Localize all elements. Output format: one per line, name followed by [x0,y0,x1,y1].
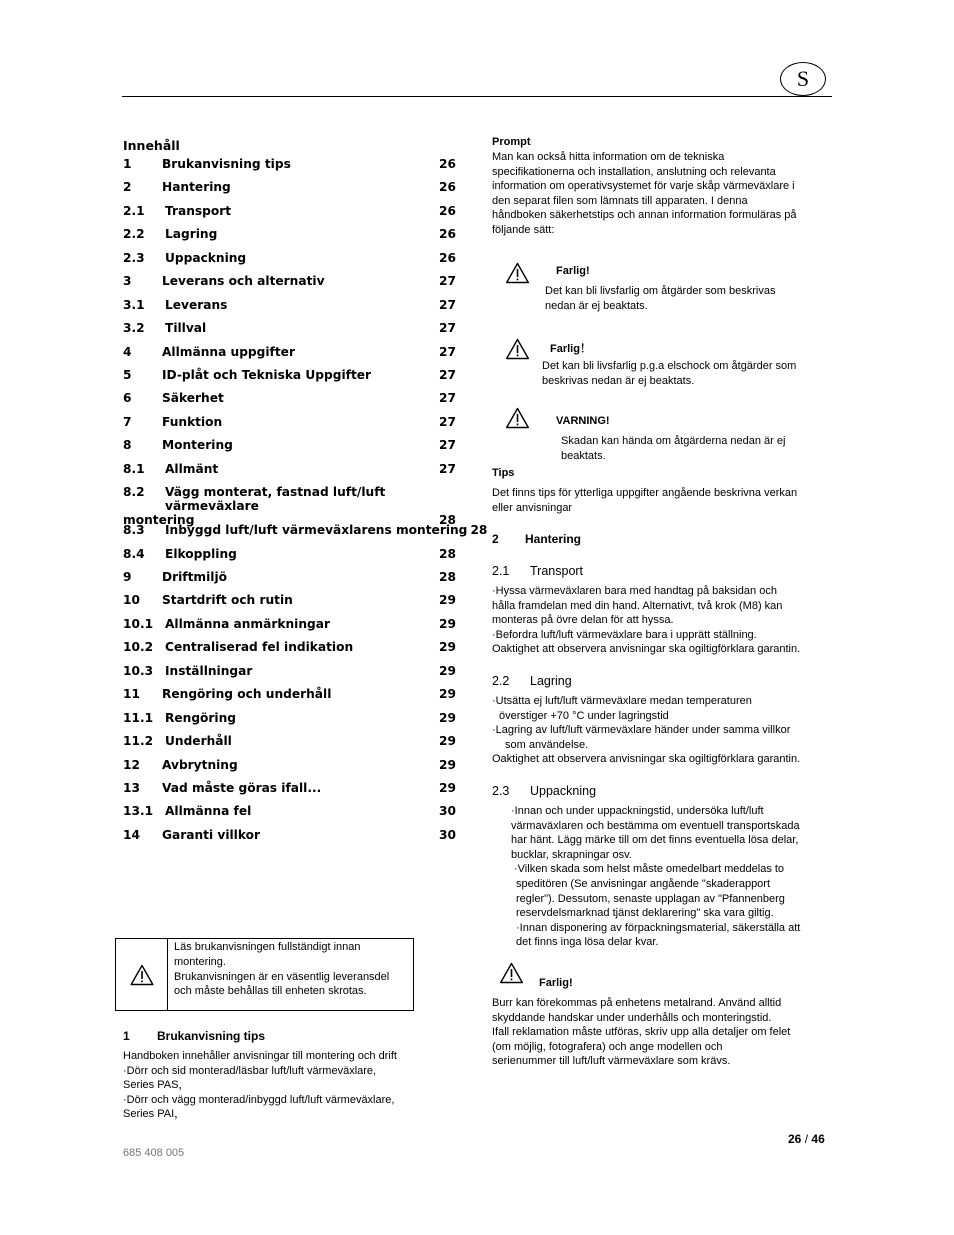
toc-number: 3.1 [123,297,145,312]
body-line: ·Befordra luft/luft värmeväxlare bara i upprätt ställning. [492,628,757,641]
toc-number: 3 [123,274,132,289]
toc-page: 27 [439,438,456,453]
toc-label: ID-plåt och Tekniska Uppgifter [162,367,372,382]
notice-icon-cell [116,939,168,1010]
toc-number: 13 [123,780,140,795]
body-line: serienummer till luft/luft värmeväxlare som krävs. [492,1055,731,1068]
toc-page: 26 [439,203,456,218]
toc-number: 2.3 [123,250,145,265]
body-line: beskrivas nedan är ej beaktats. [542,374,695,387]
toc-title: Innehåll [123,138,180,153]
body-line: information om operativsystemet för varje skåp värmeväxlare i [492,180,795,193]
toc-label: Inställningar [165,663,253,678]
toc-label: Funktion [162,414,223,429]
toc-label: Startdrift och rutin [162,593,293,608]
toc-page: 30 [439,804,456,819]
toc-label: Allmänna uppgifter [162,344,295,359]
toc-label: Leverans och alternativ [162,274,325,289]
toc-label: Allmänna anmärkningar [165,616,330,631]
toc-page: 29 [439,710,456,725]
body-line: Skadan kan hända om åtgärderna nedan är ej [561,435,786,447]
toc-label: Tillval [165,321,207,336]
body-line: ·Innan och under uppackningstid, undersöka luft/luft [511,805,764,817]
section-number: 2 [492,532,499,546]
body-line: det finns inga lösa delar kvar. [516,936,659,949]
section-number: 2.2 [492,674,510,688]
toc-label: Brukanvisning tips [162,157,291,171]
body-line: bucklar, skrapningar osv. [511,848,632,861]
notice-box [115,938,414,1011]
body-line: har hänt. Lägg märke till om det finns eventuella lösa delar, [511,834,799,847]
body-line: ·Lagring av luft/luft värmeväxlare händer under samma villkor [492,724,791,737]
section-number: 2.1 [492,564,510,578]
toc-number: 13.1 [123,804,154,819]
toc-number: 10.3 [123,663,154,678]
section-2-1-body [492,584,800,657]
section-2-3-heading [492,784,596,798]
body-line: som användelse. [505,738,589,751]
toc-page: 27 [439,274,456,289]
warning-title: Farlig! [539,977,573,989]
section-2-3-body [511,804,800,950]
toc-number: 11.1 [123,710,154,725]
warning-triangle-icon [499,962,524,984]
section-number: 2.3 [492,784,510,798]
body-line: ·Dörr och vägg monterad/inbyggd luft/luft värmeväxlare, [123,1093,395,1106]
toc-label-cont: montering [123,513,195,528]
body-line: den separat filen som lämnats till apparaten. I denna [492,194,748,207]
body-line: eller anvisningar [492,501,573,514]
toc-label: Leverans [165,297,228,312]
section-2-heading [492,532,581,546]
toc-label: Lagring [165,227,218,242]
section-title: Transport [530,564,584,578]
toc-number: 8.1 [123,461,145,476]
toc-row [123,345,456,368]
section-2-1-heading [492,564,583,578]
toc-number: 8 [123,438,132,453]
section-1-body [123,1049,397,1122]
body-line: ·Vilken skada som helst måste omedelbart meddelas to [514,863,785,876]
body-line: hålla framdelan med din hand. Alternativt, två krok (M8) kan [492,599,783,612]
toc-page: 27 [439,321,456,336]
body-line: ·Hyssa värmeväxlaren bara med handtag på baksidan och [492,585,777,597]
body-line: ·Utsätta ej luft/luft värmeväxlare medan temperaturen [492,695,752,707]
warning-title: Farlig！ [550,343,591,355]
toc-row [123,734,456,757]
toc-row [123,415,456,438]
warning-title: Farlig! [556,265,590,277]
toc-label: Allmänna fel [165,804,252,819]
toc-number: 11.2 [123,734,154,749]
toc-number: 8.4 [123,546,145,561]
body-line: monteras på övre delan för att hyssa. [492,614,674,627]
warning-triangle-icon [505,407,530,429]
warning-triangle-icon [505,262,530,284]
toc-label: Hantering [162,180,231,195]
body-line: följande sätt: [492,223,555,236]
toc-number: 2.1 [123,203,145,218]
toc-page: 28 [470,523,488,538]
body-line: Series PAS， [123,1079,190,1092]
toc-number: 2.2 [123,227,145,242]
toc-page: 29 [439,663,456,678]
body-line: Det finns tips för ytterliga uppgifter angående beskrivna verkan [492,487,798,499]
body-line: värmaväxlaren och bestämma om eventuell transportskada [511,819,800,832]
body-line: ·Dörr och sid monterad/läsbar luft/luft värmeväxlare, [123,1064,377,1077]
section-title: Brukanvisning tips [157,1029,266,1043]
toc-label: Vägg monterat, fastnad luft/luft värmeväxlare [165,485,386,514]
page-total: 46 [811,1132,825,1146]
toc-label: Inbyggd luft/luft värmeväxlarens montering [165,523,468,538]
body-line: reservdelsmarknad tjänst deklarering" ska vara giltig. [516,907,774,920]
toc-label: Montering [162,438,233,453]
toc-page: 27 [439,414,456,429]
section-1-heading [123,1029,265,1043]
toc-row [123,640,456,663]
toc-label: Garanti villkor [162,827,261,842]
toc-label: Driftmiljö [162,570,228,584]
body-line: Oaktighet att observera anvisningar ska ogiltigförklara garantin. [492,753,801,766]
toc-page: 29 [439,687,456,702]
toc-label: Uppackning [165,250,247,265]
toc-page: 26 [439,227,456,242]
toc-row [123,204,456,227]
section-title: Uppackning [530,784,597,798]
toc-row [123,687,456,710]
toc-number: 2 [123,180,132,195]
toc-label: Transport [165,203,232,218]
toc-page: 28 [439,546,456,561]
prompt-title: Prompt [492,136,531,148]
toc-row [123,251,456,274]
toc-row [123,274,456,297]
toc-number: 3.2 [123,321,145,336]
toc-page: 29 [439,616,456,631]
body-line: specifikationerna och installation, anslutning och relevanta [492,165,776,178]
toc-label: Centraliserad fel indikation [165,640,354,655]
toc-number: 4 [123,344,132,359]
toc-page: 29 [439,640,456,655]
toc-row [123,227,456,250]
toc-row [123,485,456,528]
toc-page: 29 [439,757,456,772]
toc-row [123,391,456,414]
header-rule [122,96,832,97]
toc-number: 14 [123,827,140,842]
notice-text [168,939,395,1010]
page-number [788,1132,825,1146]
toc-page: 27 [439,344,456,359]
notice-line: och måste behållas till enheten skrotas. [174,985,367,998]
toc-row [123,321,456,344]
toc-number: 9 [123,570,132,584]
toc-number: 11 [123,687,140,702]
language-badge [780,62,826,96]
toc-label: Rengöring och underhåll [162,687,332,702]
body-line: Series PAI， [123,1108,186,1121]
toc-row [123,462,456,485]
body-line: Det kan bli livsfarlig om åtgärder som beskrivas [545,285,776,297]
section-2-2-heading [492,674,572,688]
page-sep: / [804,1132,809,1146]
toc-row [123,664,456,687]
toc-page: 29 [439,780,456,795]
warning-triangle-icon [505,338,530,360]
body-line: ·Innan disponering av förpackningsmaterial, säkerställa att [516,921,801,934]
body-line: speditören (Se anvisningar angående "skaderapport [516,877,771,890]
body-line: håndboken säkerhetstips och annan information formuläras på [492,209,797,222]
toc-page: 30 [439,827,456,842]
body-line: Man kan också hitta information om de tekniska [492,151,725,163]
toc-label: Säkerhet [162,391,224,406]
toc-row [123,593,456,616]
toc-row [123,298,456,321]
toc-row [123,758,456,781]
toc-page: 26 [439,157,456,171]
toc-row [123,523,488,546]
toc-row [123,180,456,203]
toc-number: 1 [123,157,132,171]
tips-body [492,486,797,515]
toc-row [123,157,456,180]
warning-text [542,359,796,388]
notice-line: montering. [174,955,226,968]
doc-number: 685 408 005 [123,1147,185,1159]
warning-text [561,434,785,463]
page-current: 26 [788,1132,802,1146]
body-line: Burr kan förekommas på enhetens metalrand. Använd alltid [492,997,782,1009]
danger-text [492,996,790,1069]
section-number: 1 [123,1029,130,1043]
section-title: Lagring [530,674,572,688]
toc-row [123,547,456,570]
toc-label: Vad måste göras ifall... [162,780,322,795]
toc-row [123,711,456,734]
toc-number: 8.2 [123,485,145,500]
notice-line: Läs brukanvisningen fullständigt innan [174,941,361,953]
toc-page: 27 [439,461,456,476]
body-line: (om möjlig, fotografera) och ange modellen och [492,1040,723,1053]
body-line: Handboken innehåller anvisningar till montering och drift [123,1050,397,1062]
toc-page: 26 [439,180,456,195]
body-line: överstiger +70 °C under lagringstid [499,709,669,722]
toc-row [123,368,456,391]
toc-row [123,781,456,804]
toc-row [123,570,456,593]
toc-number: 10.2 [123,640,154,655]
notice-line: Brukanvisningen är en väsentlig leveransdel [174,970,390,983]
toc-number: 8.3 [123,523,145,538]
toc-label: Underhåll [165,734,232,749]
body-line: regler"). Dessutom, senaste upplagan av "Pfannenberg [516,892,785,905]
body-line: skyddande handskar under underhålls och monteringstid. [492,1011,772,1024]
toc-page: 28 [439,570,456,584]
table-of-contents [123,157,488,851]
toc-number: 10.1 [123,616,154,631]
toc-number: 12 [123,757,140,772]
toc-page: 28 [439,513,456,528]
warning-triangle-icon [130,964,154,986]
toc-page: 26 [439,250,456,265]
toc-row [123,804,456,827]
toc-page: 27 [439,297,456,312]
toc-number: 10 [123,593,140,608]
section-title: Hantering [525,532,582,546]
toc-page: 27 [439,367,456,382]
toc-row [123,828,456,851]
prompt-body [492,150,797,238]
toc-row [123,617,456,640]
body-line: Ifall reklamation måste utföras, skriv upp alla detaljer om felet [492,1026,791,1039]
body-line: Det kan bli livsfarlig p.g.a elschock om åtgärder som [542,360,797,372]
warning-text [545,284,775,313]
toc-number: 6 [123,391,132,406]
language-badge-text: S [796,66,810,91]
body-line: beaktats. [561,449,606,462]
warning-title: VARNING! [556,415,610,427]
toc-page: 29 [439,593,456,608]
toc-label: Avbrytning [162,757,238,772]
section-2-2-body [492,694,800,767]
toc-number: 7 [123,414,132,429]
body-line: nedan är ej beaktats. [545,299,648,312]
toc-label: Rengöring [165,710,237,725]
tips-title: Tips [492,467,515,479]
toc-row [123,438,456,461]
body-line: Oaktighet att observera anvisningar ska ogiltigförklara garantin. [492,643,801,656]
toc-page: 27 [439,391,456,406]
toc-page: 29 [439,734,456,749]
toc-label: Elkoppling [165,546,237,561]
toc-label: Allmänt [165,461,219,476]
toc-number: 5 [123,367,132,382]
